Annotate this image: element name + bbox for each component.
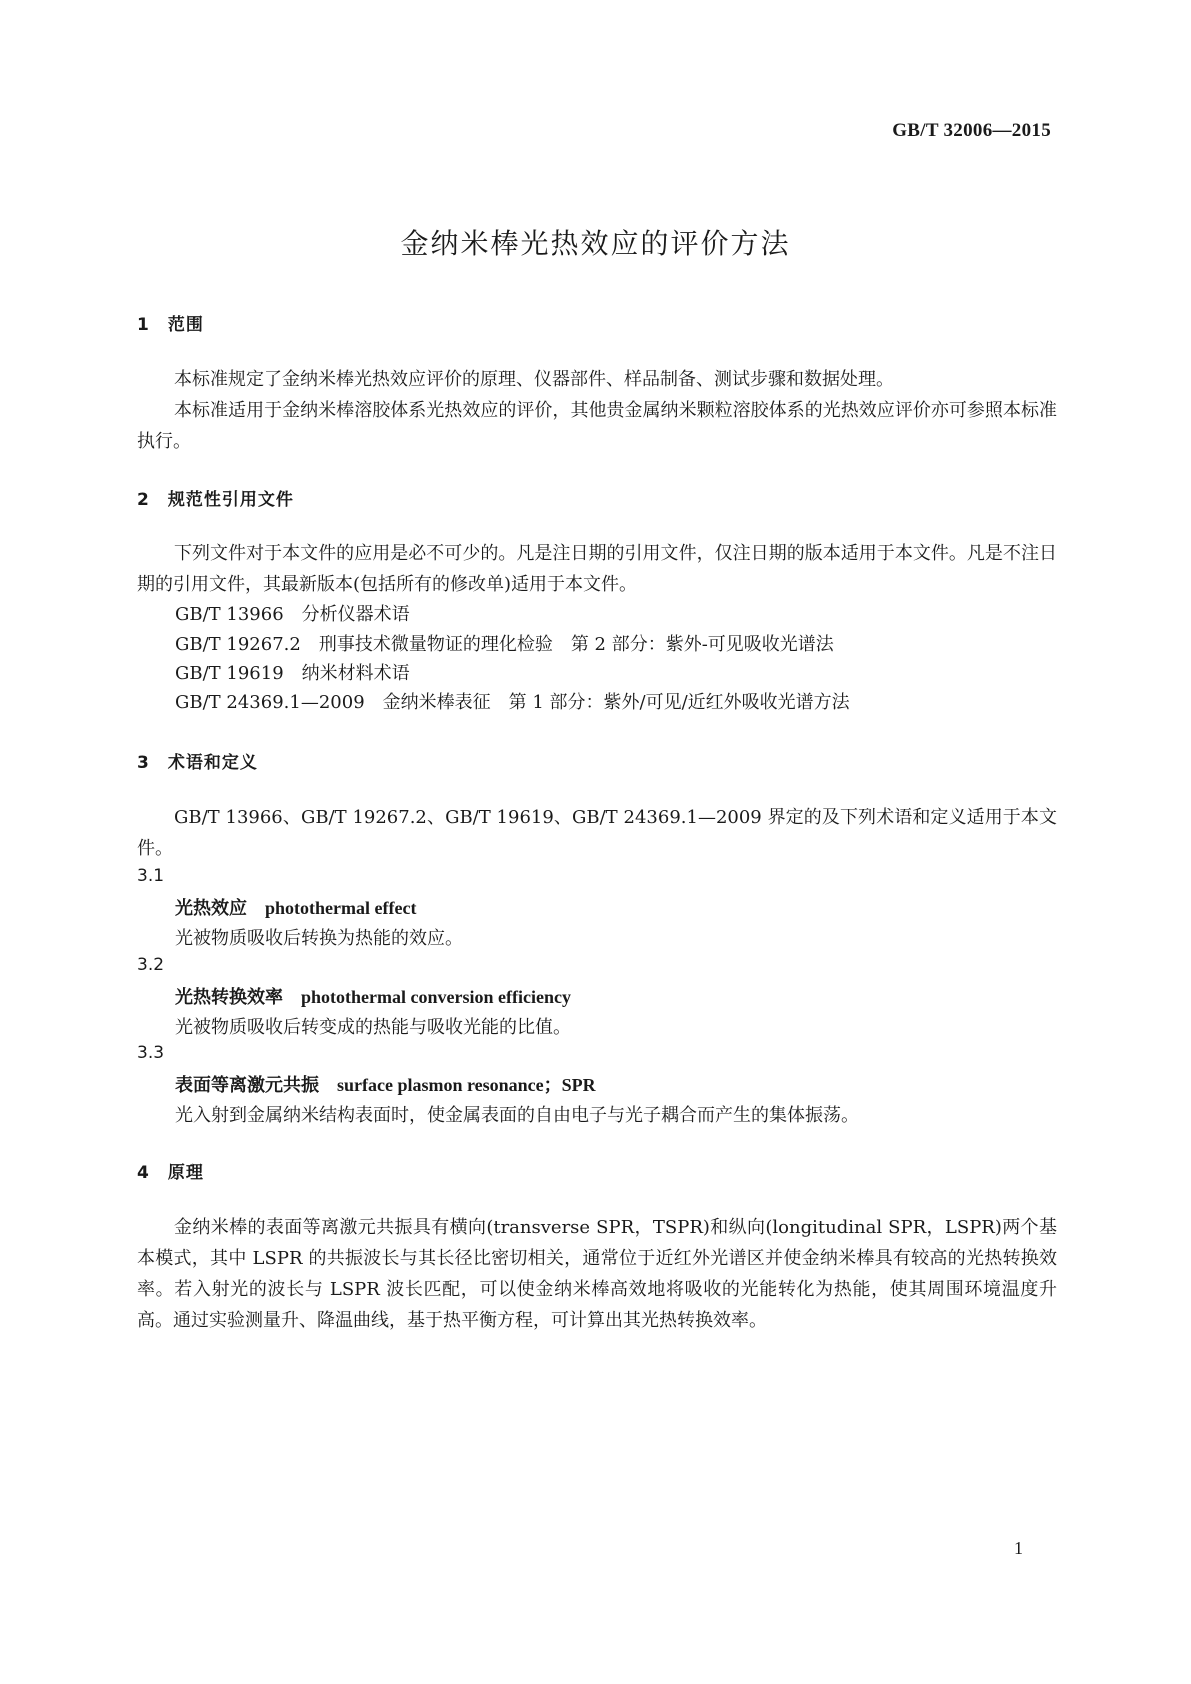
term-name-zh: 光热效应	[175, 898, 247, 919]
reference-item: GB/T 19267.2 刑事技术微量物证的理化检验 第 2 部分：紫外-可见吸收光谱法	[175, 634, 834, 655]
section-2-intro: 下列文件对于本文件的应用是必不可少的。凡是注日期的引用文件，仅注日期的版本适用于本文件。凡是不注日期的引用文件，其最新版本(包括所有的修改单)适用于本文件。	[137, 543, 1057, 595]
term-title	[175, 894, 416, 920]
term-name-en: photothermal effect	[265, 898, 417, 918]
section-1-paragraph-1: 本标准规定了金纳米棒光热效应评价的原理、仪器部件、样品制备、测试步骤和数据处理。	[174, 369, 894, 390]
term-definition: 光入射到金属纳米结构表面时，使金属表面的自由电子与光子耦合而产生的集体振荡。	[175, 1105, 859, 1126]
reference-item: GB/T 19619 纳米材料术语	[175, 663, 410, 684]
term-name-en: photothermal conversion efficiency	[301, 987, 571, 1007]
term-number: 3.1	[137, 866, 165, 886]
document-title: 金纳米棒光热效应的评价方法	[400, 227, 791, 260]
term-title	[175, 1071, 596, 1097]
section-1-heading: 1 范围	[137, 315, 204, 335]
term-number: 3.3	[137, 1043, 165, 1063]
standard-code: GB/T 32006—2015	[892, 120, 1051, 141]
term-number: 3.2	[137, 955, 165, 975]
section-4-heading: 4 原理	[137, 1163, 204, 1183]
term-name-zh: 表面等离激元共振	[175, 1075, 319, 1096]
term-name-en: surface plasmon resonance；SPR	[337, 1075, 596, 1095]
page-number: 1	[1014, 1538, 1023, 1558]
term-name-zh: 光热转换效率	[175, 987, 283, 1008]
section-3-heading: 3 术语和定义	[137, 753, 258, 773]
term-title	[175, 983, 571, 1009]
section-2-heading: 2 规范性引用文件	[137, 490, 294, 510]
term-definition: 光被物质吸收后转变成的热能与吸收光能的比值。	[175, 1017, 571, 1038]
section-4-paragraph: 金纳米棒的表面等离激元共振具有横向(transverse SPR，TSPR)和纵向(longitudinal SPR，LSPR)两个基本模式，其中 LSPR 的共振波长与其长径比密切相关，通常位于近红外光谱区并使金纳米棒具有较高的光热转换效率。若入射光的波长与 LSPR 波长匹配，可以使金纳米棒高效地将吸收的光能转化为热能，使其周围环境温度升高。通过实验测量升、降温曲线，基于热平衡方程，可计算出其光热转换效率。	[137, 1217, 1057, 1331]
term-definition: 光被物质吸收后转换为热能的效应。	[175, 928, 463, 949]
reference-item: GB/T 13966 分析仪器术语	[175, 604, 410, 625]
reference-item: GB/T 24369.1—2009 金纳米棒表征 第 1 部分：紫外/可见/近红外吸收光谱方法	[175, 692, 850, 713]
section-3-intro: GB/T 13966、GB/T 19267.2、GB/T 19619、GB/T 24369.1—2009 界定的及下列术语和定义适用于本文件。	[137, 807, 1057, 859]
section-1-paragraph-2: 本标准适用于金纳米棒溶胶体系光热效应的评价，其他贵金属纳米颗粒溶胶体系的光热效应评价亦可参照本标准执行。	[137, 400, 1057, 452]
